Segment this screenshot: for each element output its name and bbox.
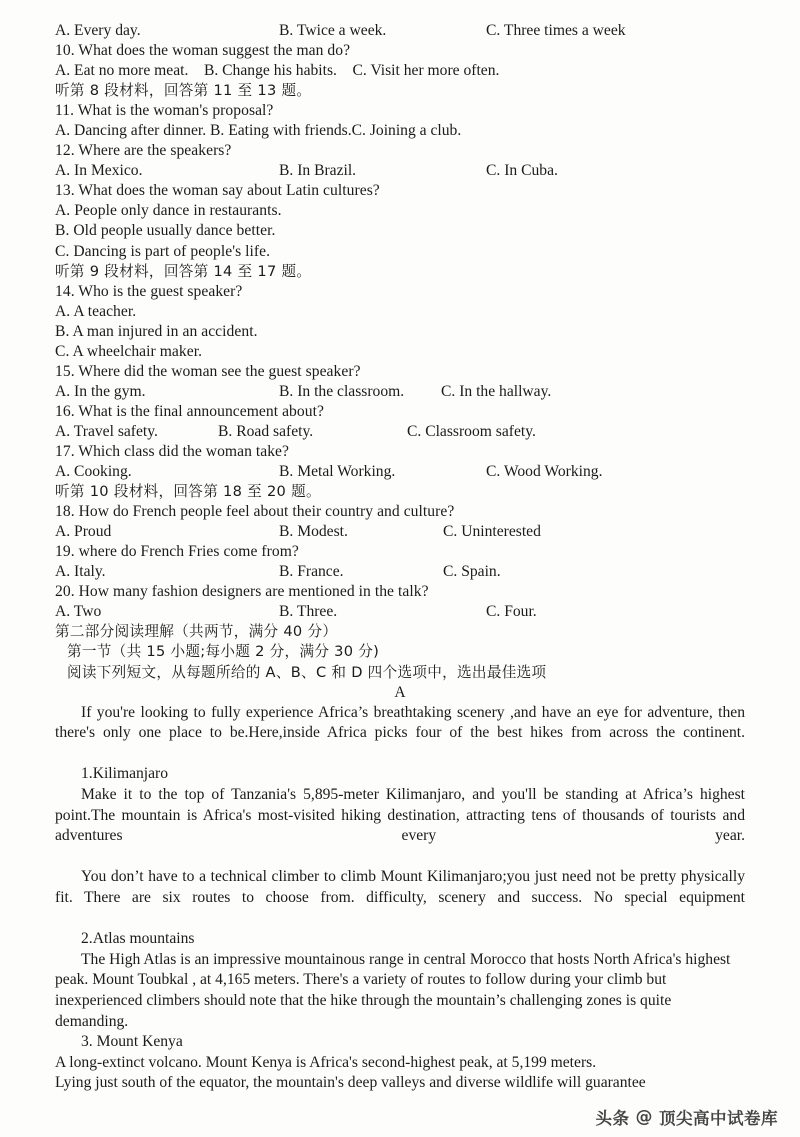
- question-20-stem: 20. How many fashion designers are mentioned in the talk?: [55, 583, 429, 601]
- question-20-options: [55, 602, 745, 622]
- passage-paragraph-1-text: Make it to the top of Tanzania's 5,895-meter Kilimanjaro, and you'll be standing at Africa’s highest point.The mountain is Africa's most-visited hiking destination, attracting tens of thousands of tourists and adventures every year.: [55, 785, 745, 845]
- option-c: C. Wood Working.: [486, 463, 603, 481]
- reading-part-title: 第二部分阅读理解（共两节，满分 40 分）: [55, 623, 338, 641]
- question-13-option-c: C. Dancing is part of people's life.: [55, 242, 271, 260]
- question-15-stem: 15. Where did the woman see the guest speaker?: [55, 362, 361, 380]
- reading-section-title: 第一节（共 15 小题;每小题 2 分，满分 30 分): [67, 643, 380, 661]
- option-b: B. Three.: [279, 603, 338, 621]
- question-11-options: A. Dancing after dinner. B. Eating with friends.C. Joining a club.: [55, 122, 462, 140]
- option-c: C. Uninterested: [443, 523, 541, 541]
- option-b: B. Metal Working.: [279, 463, 396, 481]
- option-a: A. In the gym.: [55, 382, 146, 400]
- question-14-option-c: C. A wheelchair maker.: [55, 342, 203, 360]
- option-c: C. Three times a week: [486, 22, 626, 39]
- watermark: [596, 1105, 779, 1129]
- question-17-options: [55, 462, 745, 482]
- question-13-option-a: A. People only dance in restaurants.: [55, 202, 282, 220]
- option-b: B. In the classroom.: [279, 382, 405, 400]
- passage-paragraph-2-text: You don’t have to a technical climber to climb Mount Kilimanjaro;you just need not be pretty physically fit. There are six routes to choose from. difficulty, scenery and success. No special equipment: [55, 868, 745, 906]
- question-19-options: [55, 562, 745, 582]
- question-9-options: [55, 21, 745, 41]
- listening-prompt-9: 听第 9 段材料，回答第 14 至 17 题。: [55, 262, 312, 280]
- watermark-source: 头条: [595, 1109, 630, 1128]
- option-a: A. Italy.: [55, 563, 106, 581]
- passage-paragraph-3: [55, 950, 745, 1032]
- option-c: C. Four.: [486, 603, 537, 621]
- passage-intro: [55, 703, 745, 765]
- question-14-stem: 14. Who is the guest speaker?: [55, 282, 243, 300]
- option-c: C. In Cuba.: [486, 162, 558, 180]
- question-18-options: [55, 522, 745, 542]
- question-13-option-b: B. Old people usually dance better.: [55, 222, 276, 240]
- question-14-option-a: A. A teacher.: [55, 302, 137, 320]
- option-c: C. In the hallway.: [441, 382, 552, 400]
- passage-subheading-1: 1.Kilimanjaro: [81, 765, 169, 783]
- question-16-options: [55, 422, 745, 442]
- passage-subheading-3: 3. Mount Kenya: [81, 1033, 183, 1051]
- watermark-account: 顶尖高中试卷库: [659, 1109, 778, 1128]
- option-a: A. Proud: [55, 523, 112, 541]
- passage-label: A: [394, 683, 406, 701]
- question-12-options: [55, 161, 745, 181]
- option-a: A. Cooking.: [55, 463, 132, 481]
- option-a: A. In Mexico.: [55, 162, 143, 180]
- passage-subheading-2: 2.Atlas mountains: [81, 930, 195, 948]
- question-11-stem: 11. What is the woman's proposal?: [55, 102, 274, 120]
- question-10-stem: 10. What does the woman suggest the man do?: [55, 42, 351, 60]
- option-a: A. Every day.: [55, 22, 141, 39]
- listening-prompt-10: 听第 10 段材料，回答第 18 至 20 题。: [55, 483, 321, 501]
- option-a: A. Two: [55, 603, 102, 621]
- passage-paragraph-2: [55, 867, 745, 929]
- passage-intro-text: If you're looking to fully experience Africa’s breathtaking scenery ,and have an eye for adventure, then there's only one place to be.Here,inside Africa picks four of the best hikes from across the continent.: [55, 703, 745, 742]
- question-10-options: A. Eat no more meat. B. Change his habits. C. Visit her more often.: [55, 62, 500, 80]
- option-c: C. Spain.: [443, 563, 501, 581]
- option-b: B. France.: [279, 563, 344, 581]
- question-18-stem: 18. How do French people feel about their country and culture?: [55, 503, 455, 521]
- option-b: B. Road safety.: [218, 422, 314, 440]
- question-14-option-b: B. A man injured in an accident.: [55, 322, 258, 340]
- question-19-stem: 19. where do French Fries come from?: [55, 543, 299, 561]
- passage-paragraph-4: [55, 1053, 745, 1074]
- watermark-at-symbol: @: [635, 1107, 653, 1127]
- option-b: B. Twice a week.: [279, 22, 387, 39]
- question-12-stem: 12. Where are the speakers?: [55, 142, 232, 160]
- passage-paragraph-1: [55, 785, 745, 867]
- question-17-stem: 17. Which class did the woman take?: [55, 442, 290, 460]
- passage-paragraph-5-text: Lying just south of the equator, the mountain's deep valleys and diverse wildlife will guarantee: [55, 1074, 646, 1092]
- question-16-stem: 16. What is the final announcement about?: [55, 402, 324, 420]
- document-content: [55, 21, 745, 1094]
- option-b: B. In Brazil.: [279, 162, 357, 180]
- reading-instruction: 阅读下列短文，从每题所给的 A、B、C 和 D 四个选项中，选出最佳选项: [67, 663, 547, 681]
- option-a: A. Travel safety.: [55, 422, 158, 440]
- option-c: C. Classroom safety.: [407, 422, 536, 440]
- passage-paragraph-4-text: A long-extinct volcano. Mount Kenya is Africa's second-highest peak, at 5,199 meters.: [55, 1053, 597, 1071]
- question-13-stem: 13. What does the woman say about Latin cultures?: [55, 182, 380, 200]
- listening-prompt-8: 听第 8 段材料，回答第 11 至 13 题。: [55, 82, 312, 100]
- option-b: B. Modest.: [279, 523, 348, 541]
- passage-paragraph-3-text: The High Atlas is an impressive mountainous range in central Morocco that hosts North Africa's highest peak. Mount Toubkal , at 4,165 meters. There's a variety of routes to follow during your climb but inexperienced climbers should note that the hike through the mountain’s challenging zones is quite demanding.: [55, 950, 731, 1030]
- passage-paragraph-5: [55, 1073, 745, 1094]
- question-15-options: [55, 382, 745, 402]
